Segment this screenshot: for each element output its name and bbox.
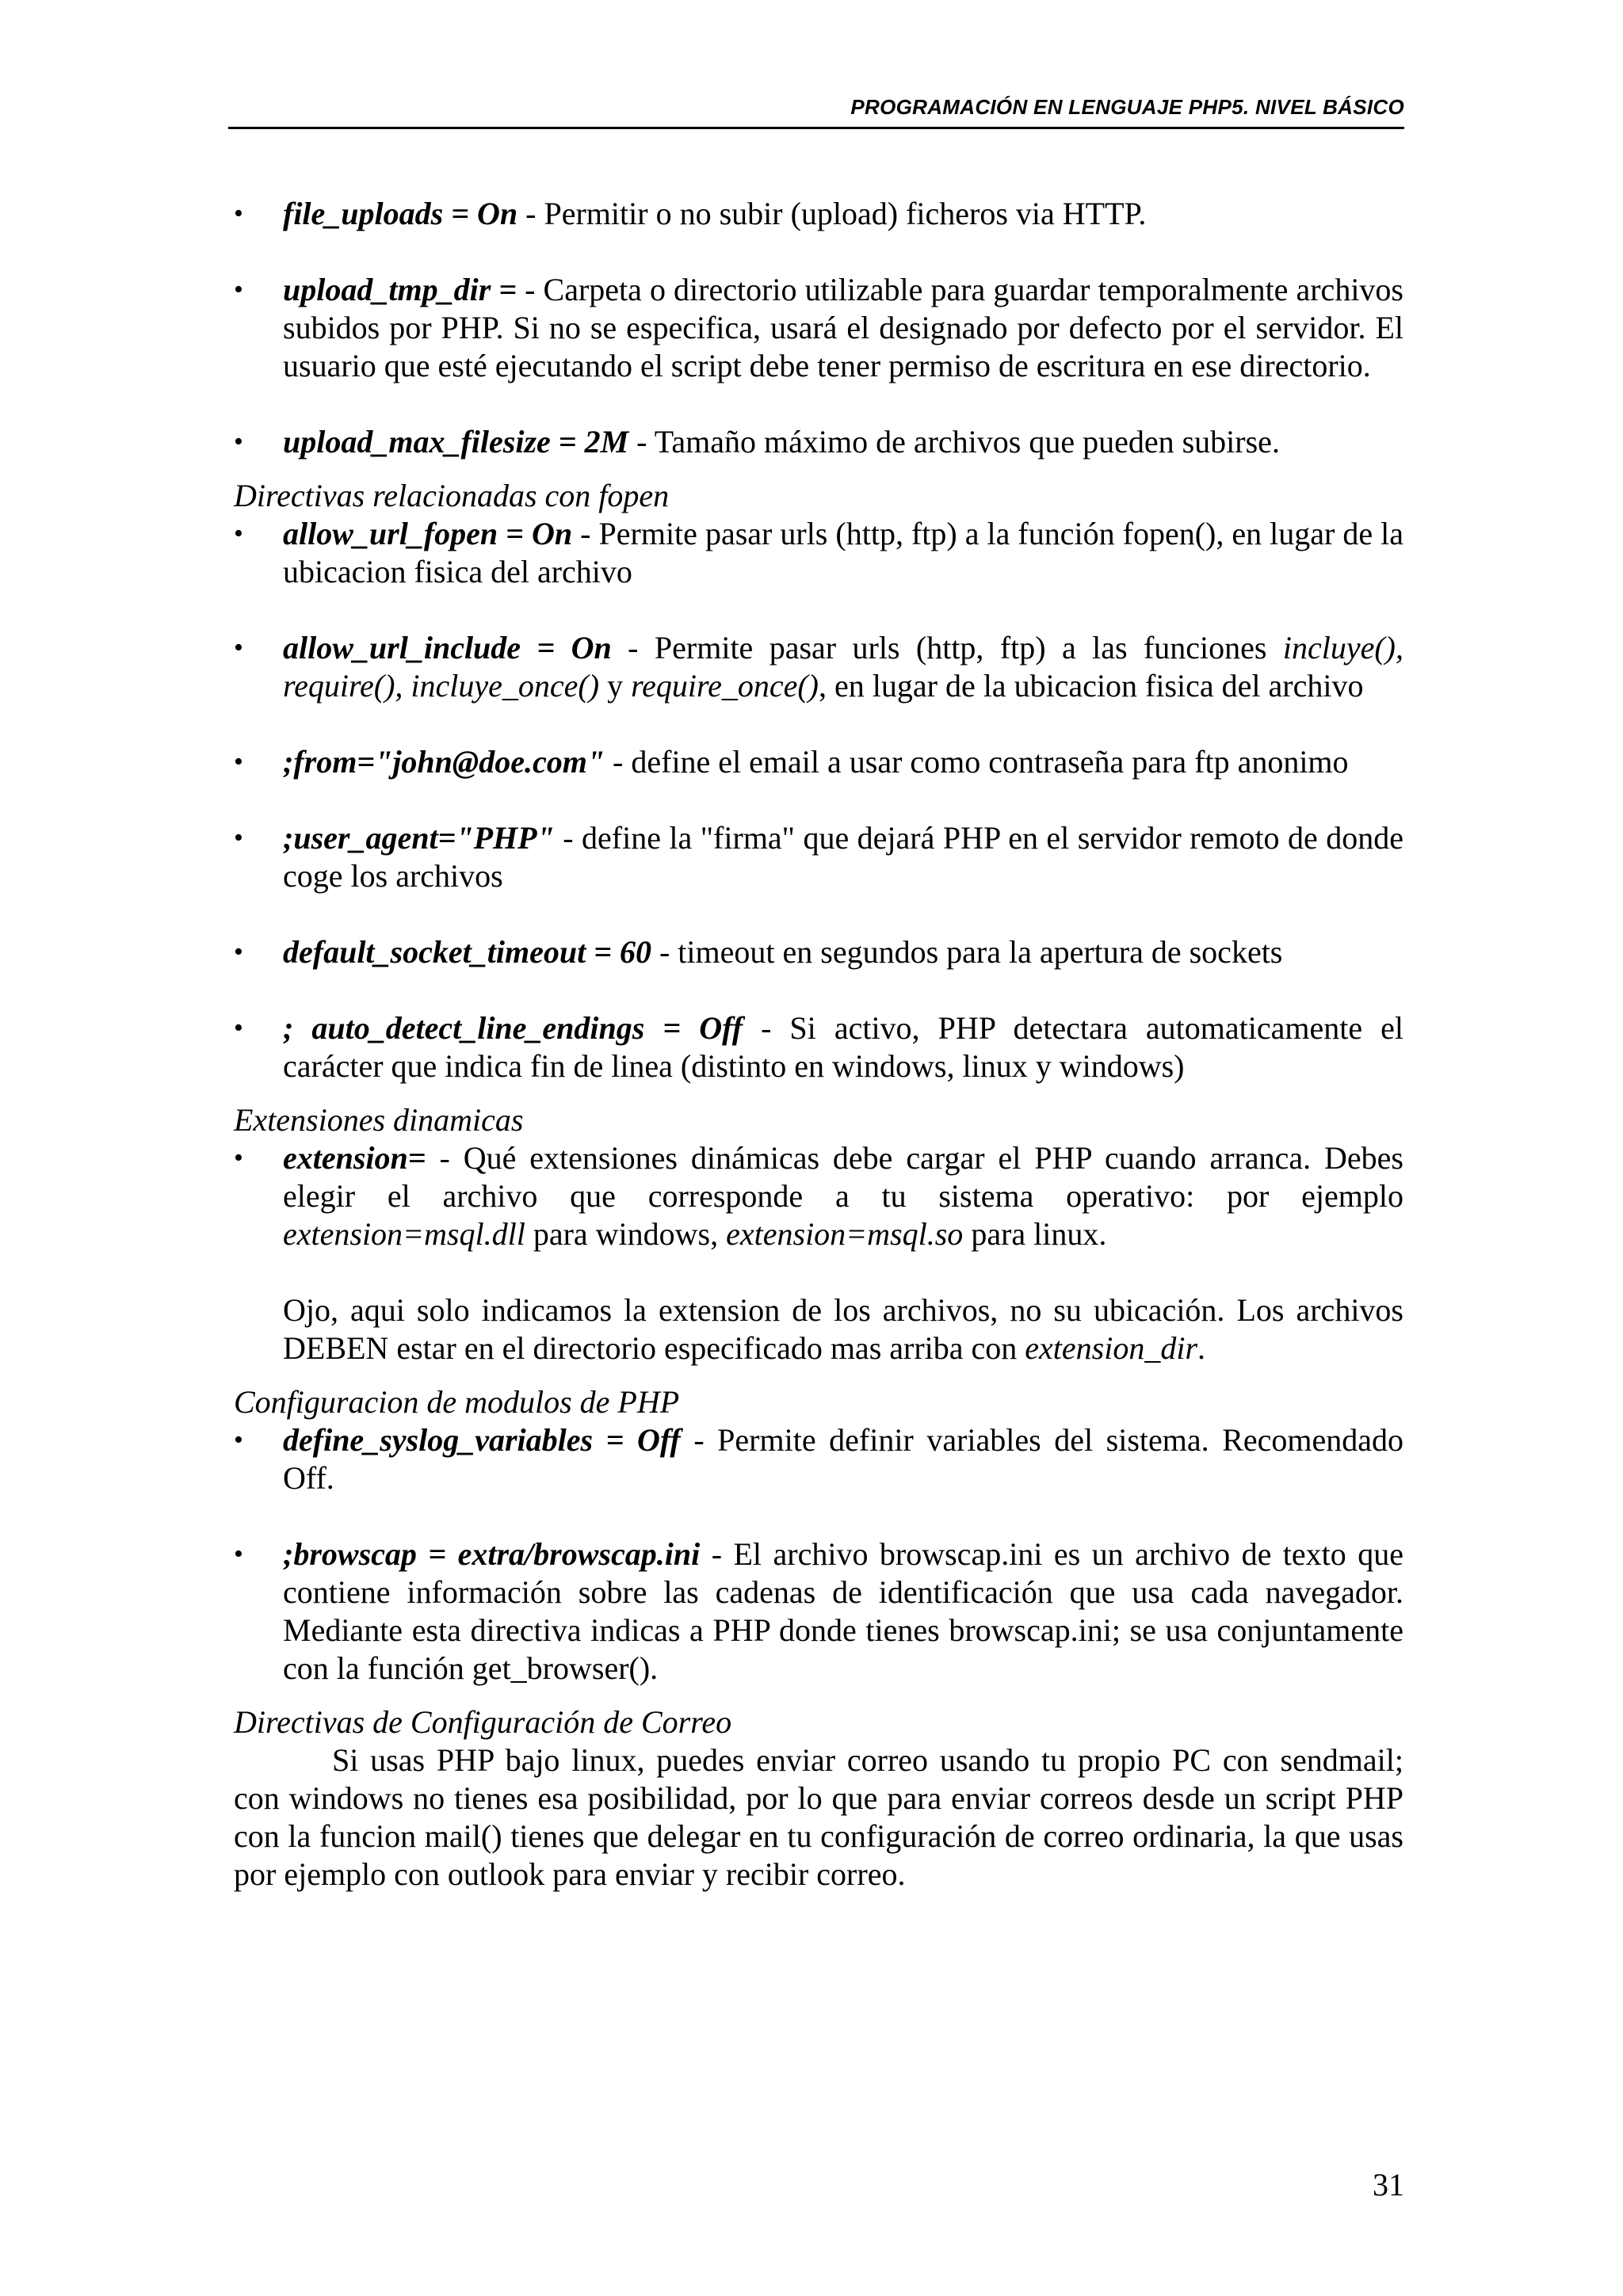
directive-description: - El archivo browscap.ini es un archivo de texto que contiene información sobre las cadenas de identificación que usa cada navegador. Mediante esta directiva indicas a PHP donde tienes browscap.ini; se usa conjuntamente con la función get_browser(). [283,1536,1403,1686]
directive-key: extension= [283,1140,426,1176]
directive-description: - timeout en segundos para la apertura de sockets [651,934,1283,970]
function-names: incluye(), require(), incluye_once() [283,630,1404,704]
directive-key: allow_url_include = On [283,630,612,666]
extension-note [234,1291,1403,1367]
bullet: • [234,1539,243,1569]
running-header: PROGRAMACIÓN EN LENGUAJE PHP5. NIVEL BÁSICO [850,95,1404,119]
directive-description: - Permitir o no subir (upload) ficheros via HTTP. [517,196,1147,231]
directive-from [234,743,1403,781]
header-rule [228,127,1404,129]
directive-key: default_socket_timeout = 60 [283,934,651,970]
example-windows: extension=msql.dll [283,1216,525,1252]
bullet: • [234,937,243,967]
bullet: • [234,1425,243,1455]
directive-description: - Carpeta o directorio utilizable para guardar temporalmente archivos subidos por PHP. Si no se especifica, usará el designado por defecto por el servidor. El usuario que esté ejecutando el script debe tener permiso de escritura en ese directorio. [283,272,1403,383]
directive-browscap [234,1535,1403,1688]
directive-user-agent [234,819,1403,895]
directive-allow-url-include [234,629,1403,705]
directive-description: - Si activo, PHP detectara automaticamente el carácter que indica fin de linea (distinto en windows, linux y windows) [283,1010,1403,1084]
page-content [234,195,1403,1894]
bullet: • [234,199,243,228]
section-heading-modules: Configuracion de modulos de PHP [234,1384,680,1420]
bullet: • [234,1143,243,1173]
directive-description: - Permite pasar urls (http, ftp) a la función fopen(), en lugar de la ubicacion fisica del archivo [283,516,1404,589]
directive-upload-tmp-dir [234,271,1403,385]
directive-description: y [599,668,632,704]
note-extension-dir: extension_dir [1025,1330,1198,1366]
directive-key: file_uploads = On [283,196,518,231]
directive-description: - Permite pasar urls (http, ftp) a las funciones [611,630,1283,666]
directive-extension [234,1139,1403,1253]
directive-file-uploads [234,195,1403,233]
example-linux: extension=msql.so [726,1216,964,1252]
directive-key: ;user_agent="PHP" [283,820,555,856]
directive-key: ;browscap = extra/browscap.ini [283,1536,701,1572]
page-number: 31 [1373,2167,1404,2203]
section-heading-fopen: Directivas relacionadas con fopen [234,478,670,513]
directive-key: define_syslog_variables = Off [283,1422,681,1458]
bullet: • [234,427,243,456]
note-text-end: . [1197,1330,1206,1366]
directive-description: para windows, [525,1216,727,1252]
section-heading-extensions: Extensiones dinamicas [234,1102,524,1138]
bullet: • [234,275,243,304]
directive-auto-detect-line-endings [234,1009,1403,1085]
bullet: • [234,633,243,662]
directive-description: - define la "firma" que dejará PHP en el servidor remoto de donde coge los archivos [283,820,1403,894]
bullet: • [234,747,243,776]
directive-key: upload_max_filesize = 2M [283,424,629,460]
bullet: • [234,1013,243,1043]
directive-description: - Tamaño máximo de archivos que pueden subirse. [628,424,1280,460]
directive-default-socket-timeout [234,933,1403,971]
mail-paragraph: Si usas PHP bajo linux, puedes enviar correo usando tu propio PC con sendmail; con windows no tienes esa posibilidad, por lo que para enviar correos desde un script PHP con la funcion mail() tienes que delegar en tu configuración de correo ordinaria, la que usas por ejemplo con outlook para enviar y recibir correo. [234,1742,1403,1892]
directive-define-syslog-variables [234,1421,1403,1497]
directive-description: - define el email a usar como contraseña para ftp anonimo [605,744,1349,780]
directive-upload-max-filesize [234,423,1403,461]
bullet: • [234,519,243,548]
directive-description: - Permite definir variables del sistema. Recomendado Off. [283,1422,1404,1496]
function-name: require_once() [631,668,819,704]
note-text: Ojo, aqui solo indicamos la extension de los archivos, no su ubicación. Los archivos DEBEN estar en el directorio especificado mas arriba con [283,1292,1403,1366]
directive-allow-url-fopen [234,515,1403,591]
directive-key: ; auto_detect_line_endings = Off [283,1010,743,1046]
bullet: • [234,823,243,852]
directive-key: ;from="john@doe.com" [283,744,605,780]
directive-description: para linux. [963,1216,1107,1252]
section-heading-mail: Directivas de Configuración de Correo [234,1704,732,1740]
directive-key: allow_url_fopen = On [283,516,573,551]
directive-description: - Qué extensiones dinámicas debe cargar el PHP cuando arranca. Debes elegir el archivo que corresponde a tu sistema operativo: por ejemplo [283,1140,1403,1214]
directive-key: upload_tmp_dir = [283,272,525,307]
directive-description: , en lugar de la ubicacion fisica del archivo [819,668,1364,704]
